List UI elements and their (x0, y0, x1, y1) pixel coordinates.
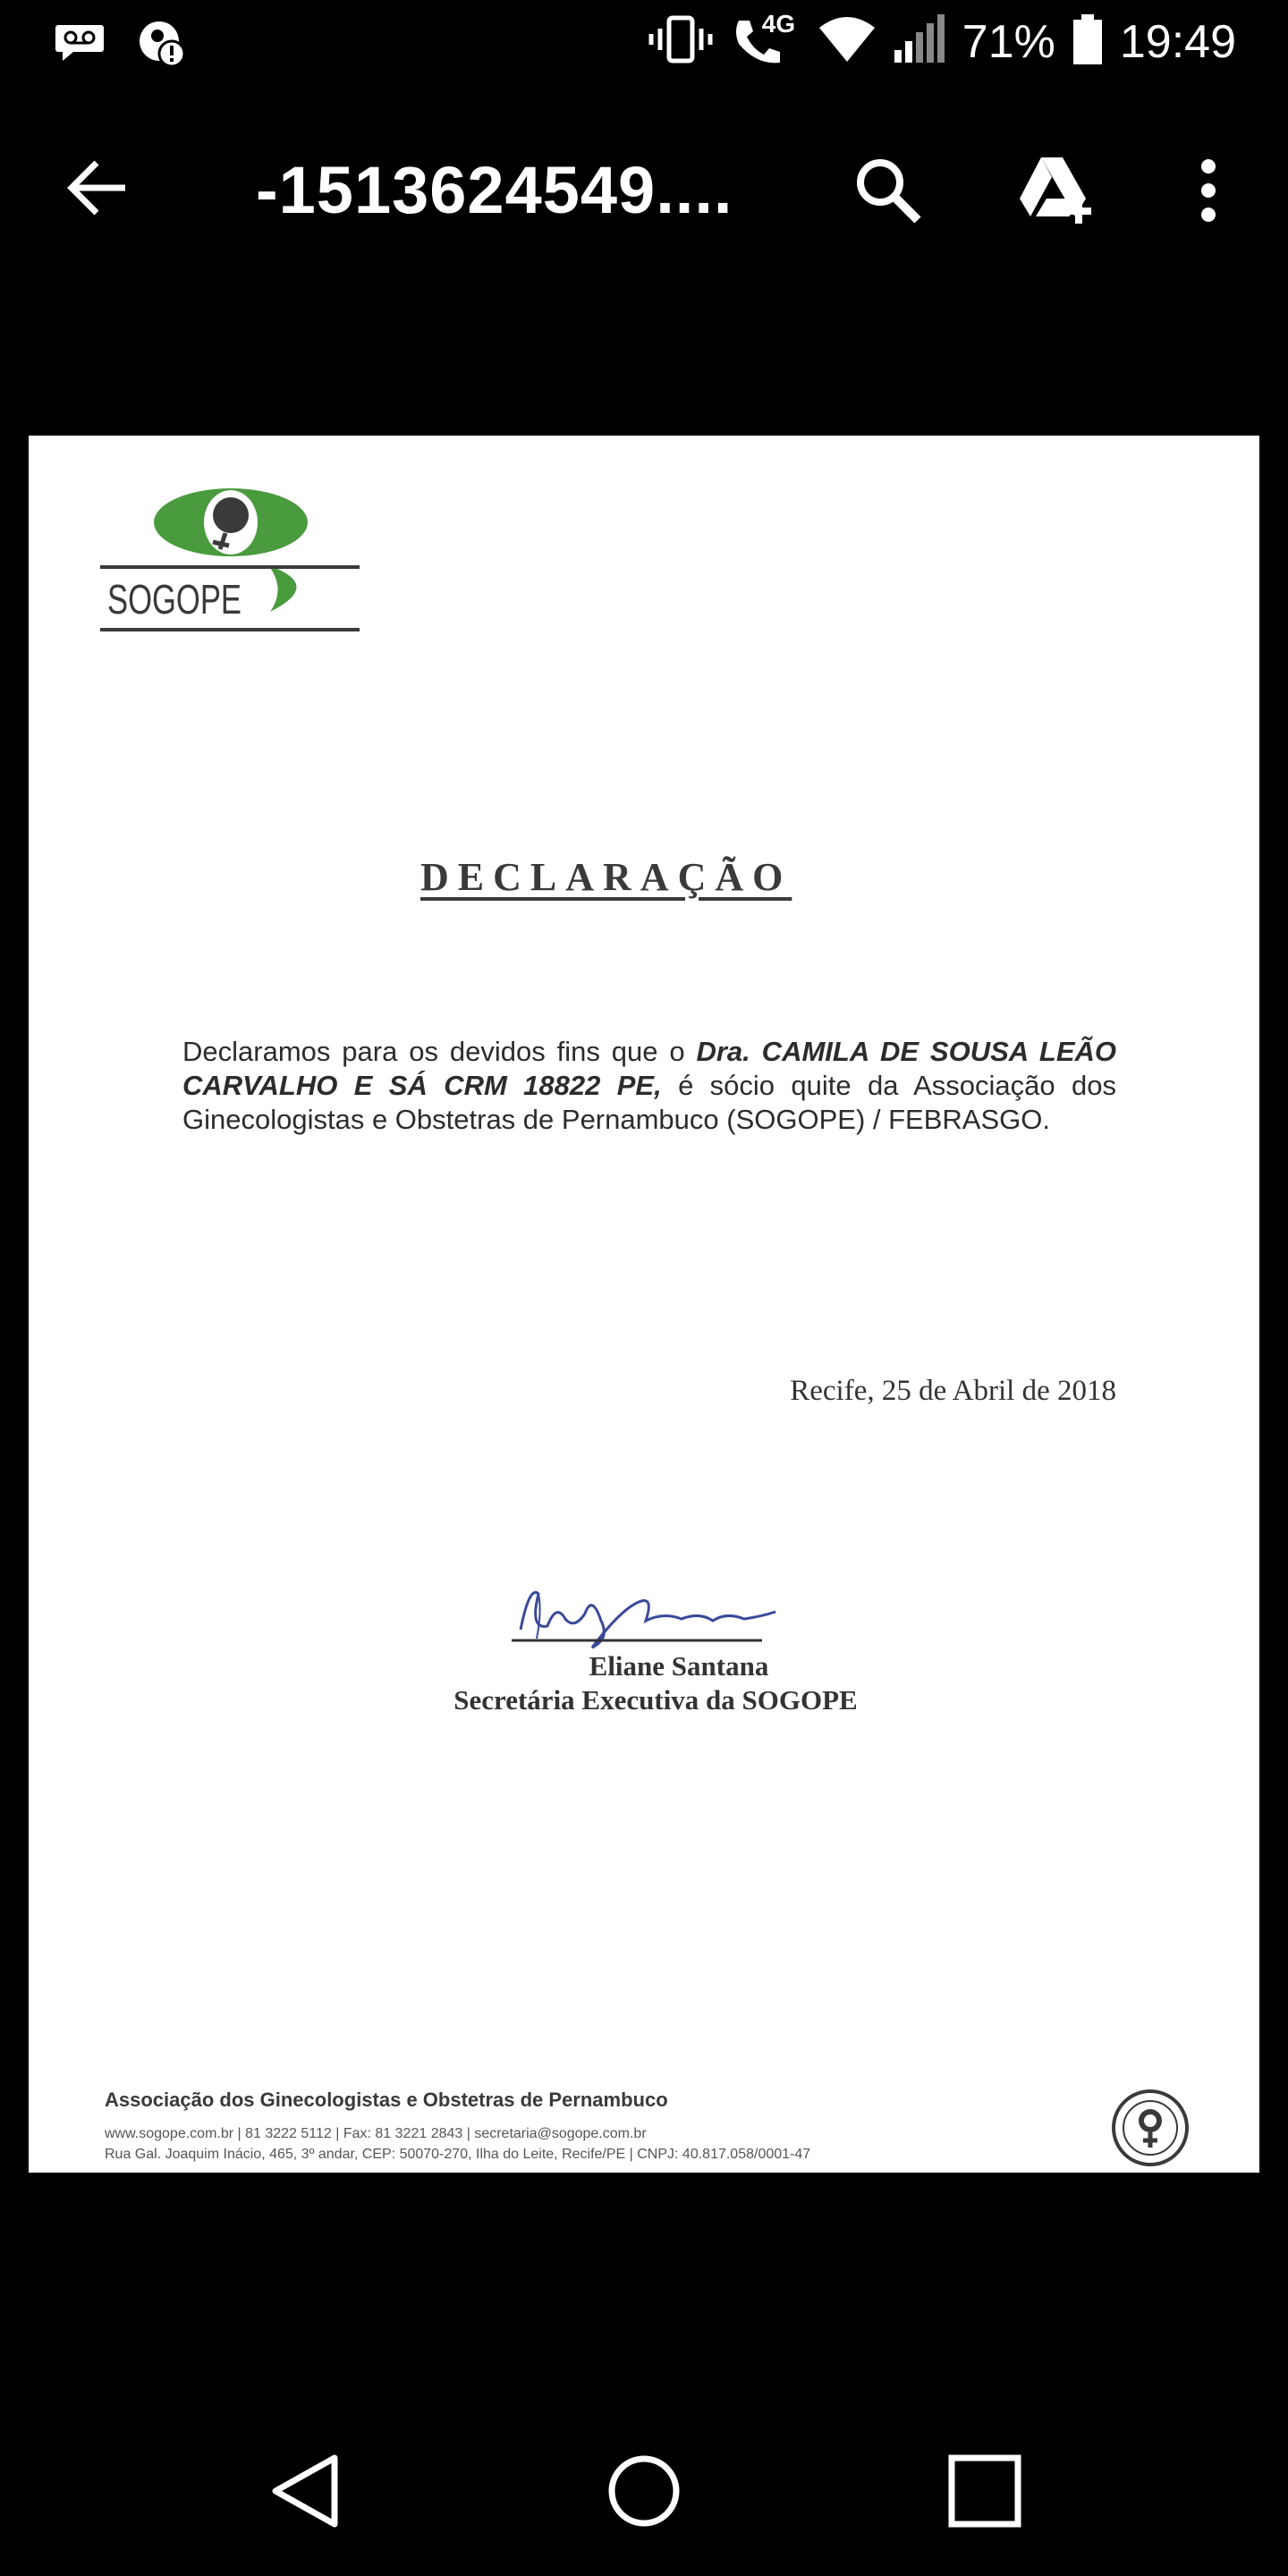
back-triangle-icon (256, 2442, 354, 2540)
sogope-logo (98, 485, 367, 641)
more-options-button[interactable] (1168, 150, 1249, 231)
drive-add-icon (1014, 150, 1100, 231)
date-line: Recife, 25 de Abril de 2018 (790, 1375, 1116, 1407)
app-bar (0, 125, 1288, 250)
footer-address: Rua Gal. Joaquim Inácio, 465, 3º andar, CEP: 50070-270, Ilha do Leite, Recife/PE | CNPJ: 40.817.058/0001-47 (105, 2147, 811, 2162)
more-vert-icon (1168, 150, 1249, 231)
footer-org-name: Associação dos Ginecologistas e Obstetras de Pernambuco (105, 2089, 668, 2111)
febrasgo-seal (1111, 2089, 1190, 2167)
alert-icon (136, 16, 190, 74)
voicemail-icon (54, 23, 106, 67)
clock: 19:49 (1119, 15, 1236, 68)
back-arrow-icon (63, 152, 134, 224)
system-nav-bar (0, 2397, 1288, 2576)
vibrate-icon (648, 13, 714, 71)
add-to-drive-button[interactable] (1014, 150, 1095, 231)
nav-recents-button[interactable] (936, 2442, 1034, 2540)
document-title: -1513624549.... (256, 153, 733, 227)
footer-contact: www.sogope.com.br | 81 3222 5112 | Fax: 81 3221 2843 | secretaria@sogope.com.br (105, 2126, 647, 2141)
wifi-icon (818, 15, 877, 68)
signal-icon (893, 14, 946, 69)
body-text-part2: é sócio quite da Associação dos Ginecologistas e Obstetras de Pernambuco (SOGOPE) / FEBRASGO. (182, 1070, 1116, 1135)
signer-role: Secretária Executiva da SOGOPE (453, 1684, 858, 1716)
status-bar (0, 0, 1288, 86)
declaration-body (182, 1035, 1116, 1137)
network-type: 4G (761, 9, 796, 38)
body-emphasis: Dra. CAMILA DE SOUSA LEÃO CARVALHO E SÁ CRM 18822 PE, (182, 1036, 1117, 1101)
battery-icon (1072, 13, 1104, 71)
battery-percent: 71% (962, 15, 1055, 68)
document-page[interactable] (29, 436, 1259, 2173)
svg-text:SOGOPE: SOGOPE (107, 576, 242, 623)
search-icon (848, 150, 928, 231)
search-button[interactable] (848, 150, 928, 231)
back-button[interactable] (63, 152, 134, 224)
recents-square-icon (936, 2442, 1034, 2540)
declaration-heading: DECLARAÇÃO (420, 855, 792, 899)
body-text-part1: Declaramos para os devidos fins que o (182, 1036, 697, 1067)
call-icon (730, 9, 801, 69)
signer-name: Eliane Santana (589, 1650, 769, 1682)
home-circle-icon (595, 2442, 693, 2540)
nav-back-button[interactable] (256, 2442, 354, 2540)
nav-home-button[interactable] (595, 2442, 693, 2540)
